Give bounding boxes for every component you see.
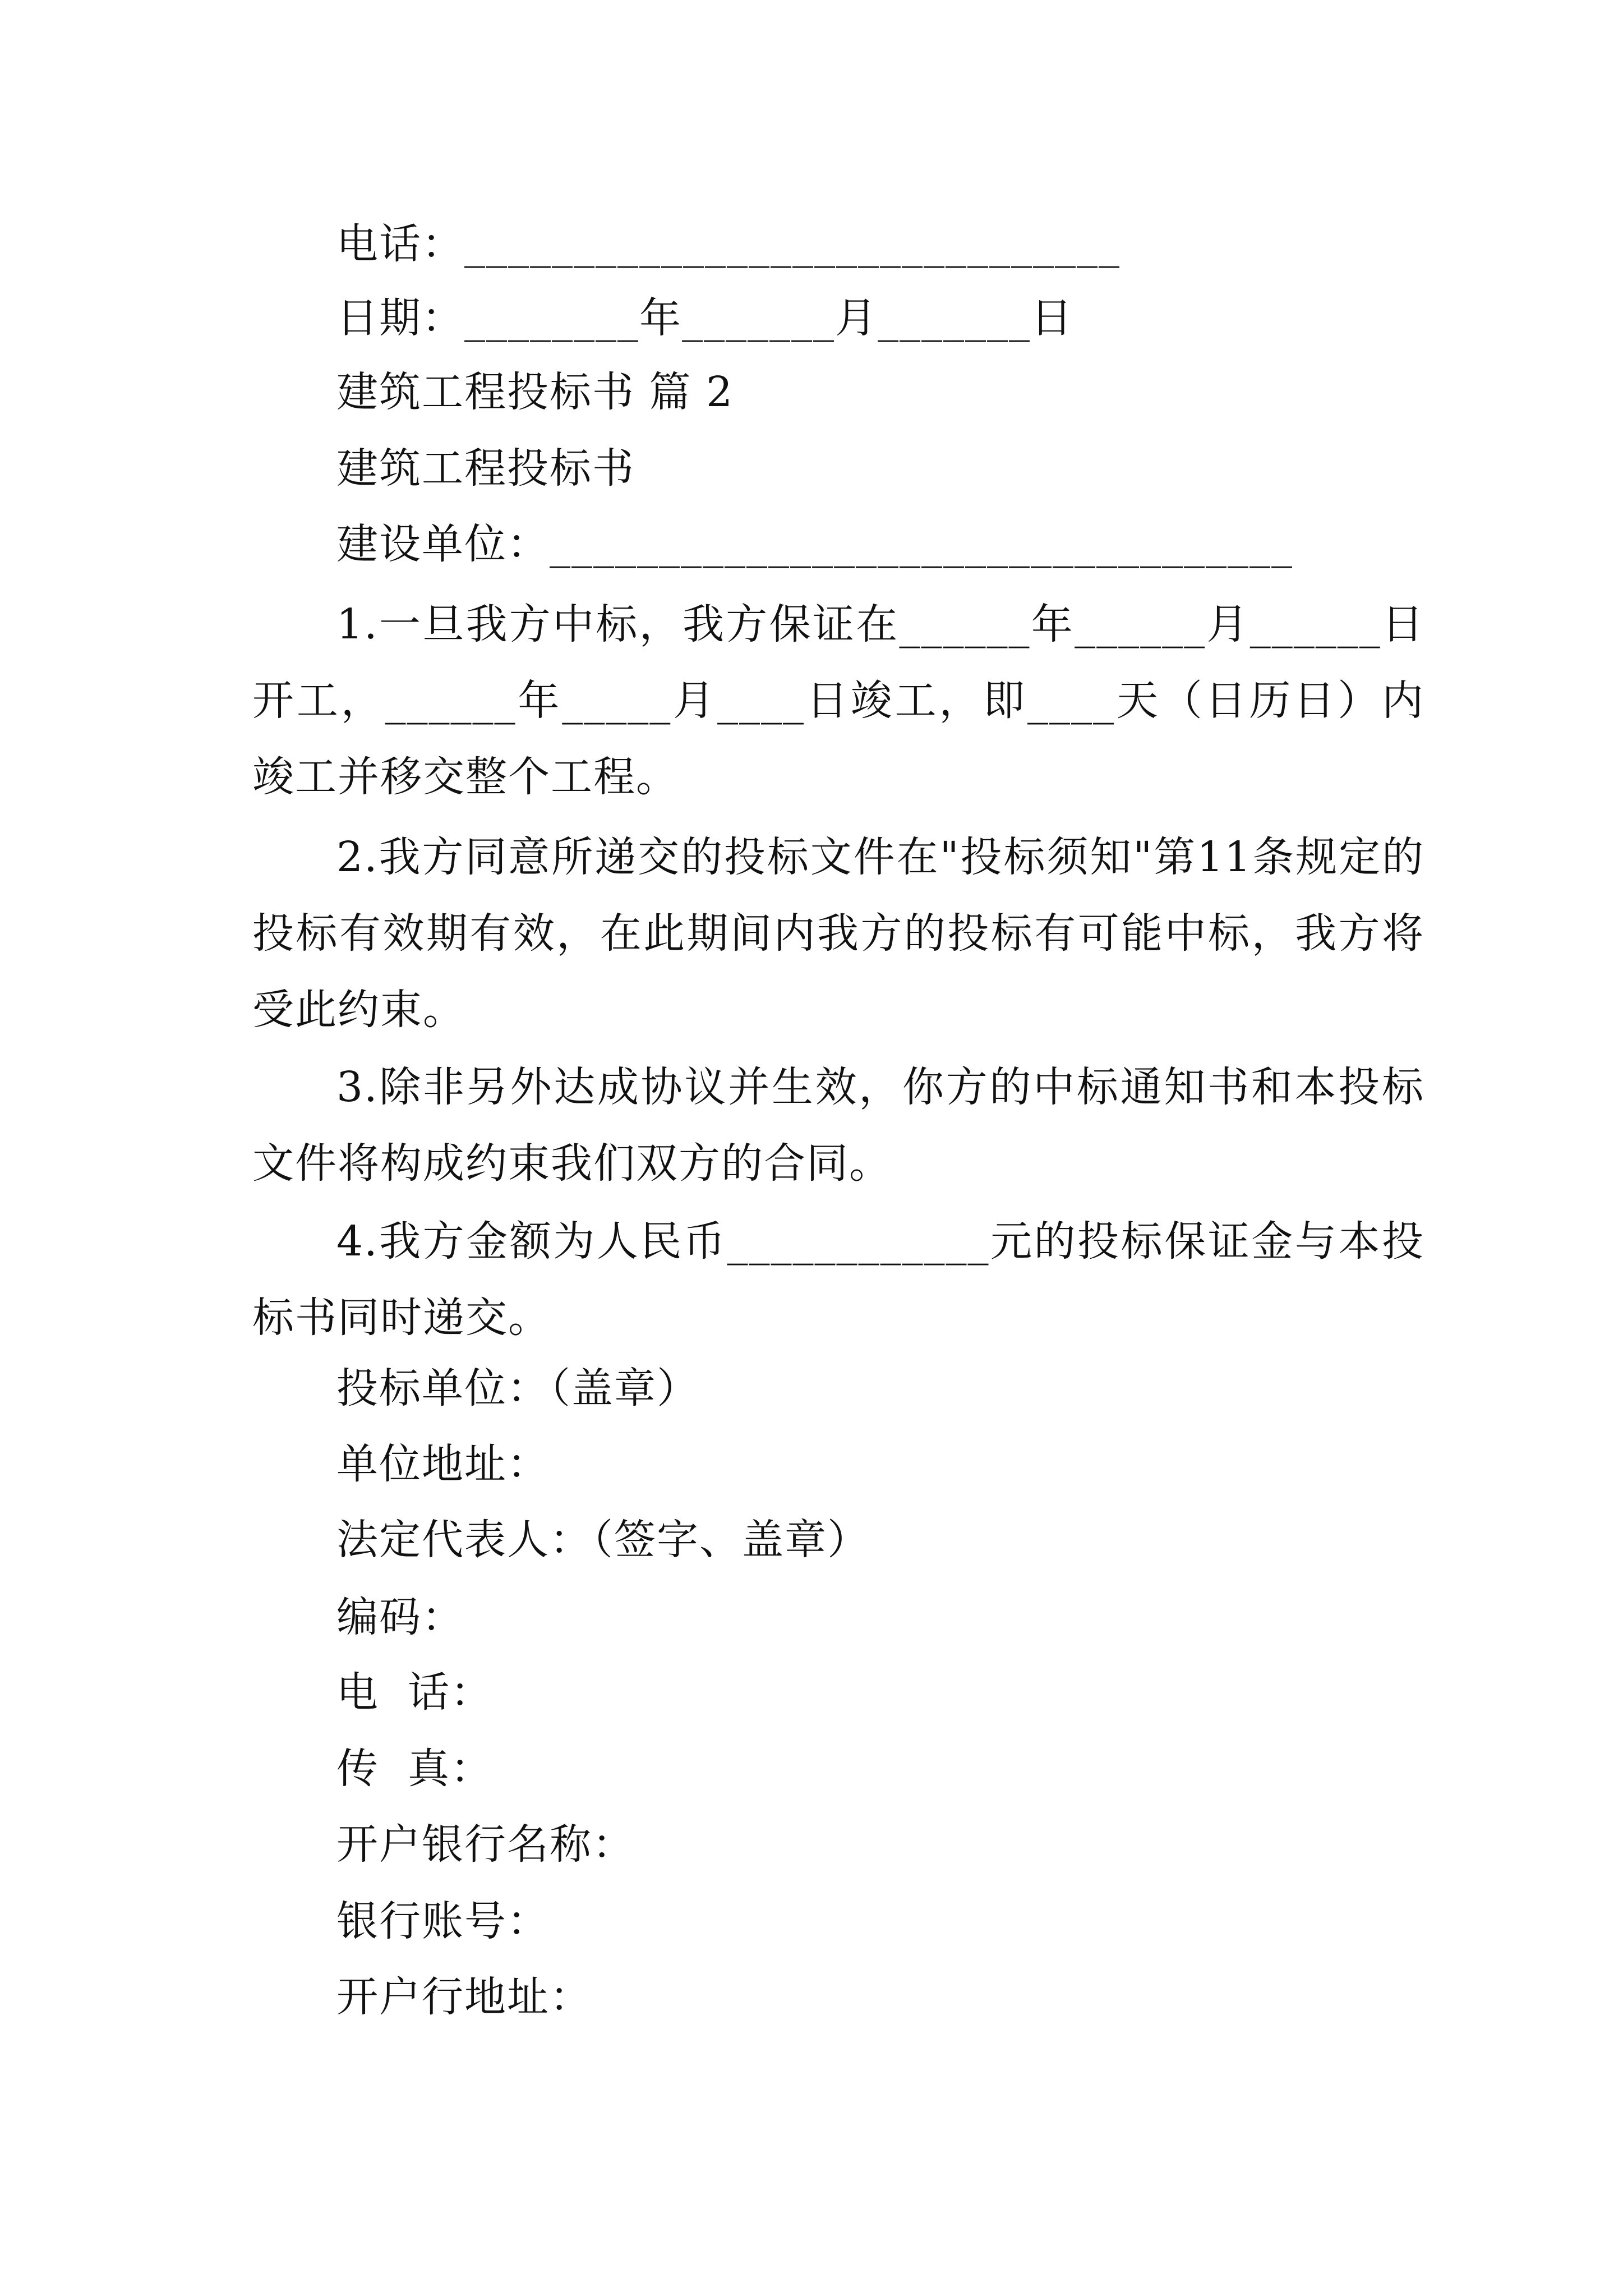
address-line: 单位地址： [336,1440,550,1488]
phone-line: 电话：______________________________ [336,220,1121,268]
bidder-line: 投标单位：（盖章） [336,1364,699,1412]
date-line: 日期：________年_______月_______日 [336,294,1073,342]
bank-address-line: 开户行地址： [336,1973,592,2021]
clause-2: 2.我方同意所递交的投标文件在"投标须知"第11条规定的投标有效期有效，在此期间内我方的投标有可能中标，我方将受此约束。 [252,833,1424,1034]
legal-representative-line: 法定代表人：（签字、盖章） [336,1516,870,1564]
clause-1: 1.一旦我方中标，我方保证在______年______月______日开工，______年_____月____日竣工，即____天（日历日）内竣工并移交整个工程。 [252,600,1424,801]
bank-account-line: 银行账号： [336,1897,550,1945]
fax-line: 传 真： [336,1745,494,1793]
section-heading: 建筑工程投标书 篇 2 [336,368,734,416]
document-title: 建筑工程投标书 [336,444,635,493]
construction-unit-line: 建设单位：__________________________________ [336,520,1293,568]
clause-3: 3.除非另外达成协议并生效，你方的中标通知书和本投标文件将构成约束我们双方的合同。 [252,1063,1424,1188]
clause-4: 4.我方金额为人民币____________元的投标保证金与本投标书同时递交。 [252,1217,1424,1342]
bank-name-line: 开户银行名称： [336,1820,635,1869]
telephone-line: 电 话： [336,1668,494,1717]
postcode-line: 编码： [336,1593,464,1641]
